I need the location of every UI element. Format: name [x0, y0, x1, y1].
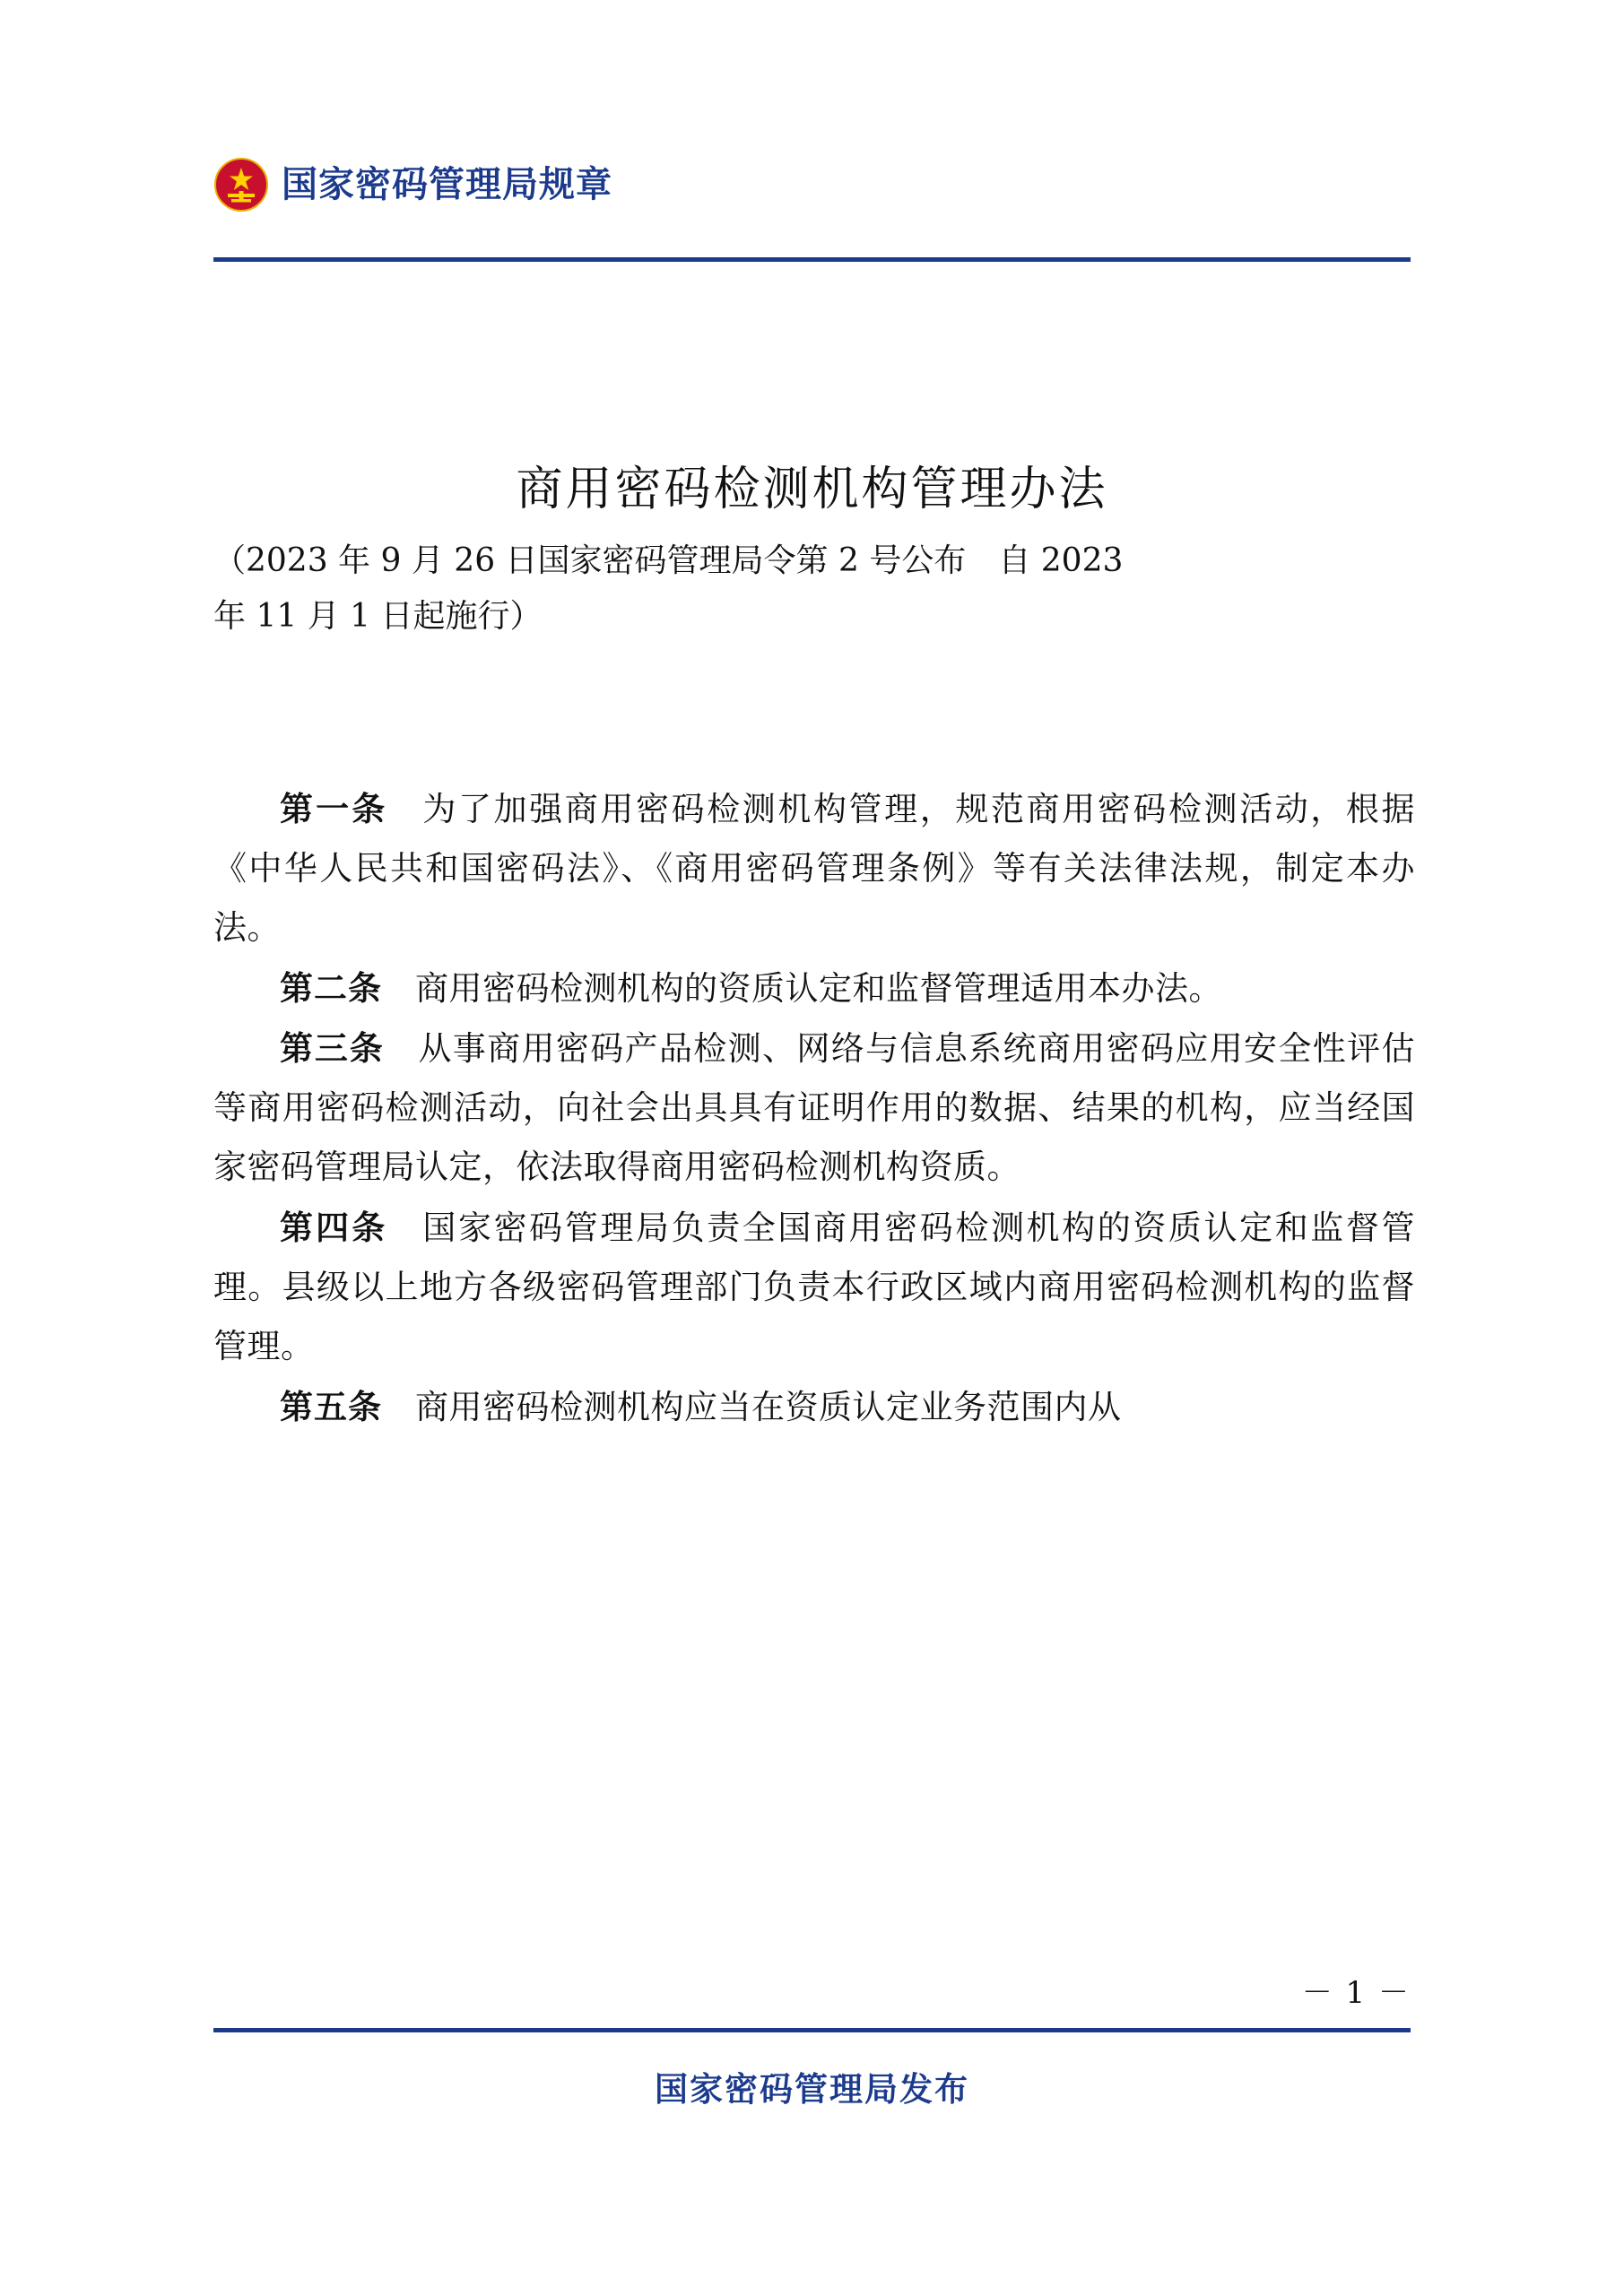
article-text: 国家密码管理局负责全国商用密码检测机构的资质认定和监督管理。县级以上地方各级密码管理部门负责本行政区域内商用密码检测机构的监督管理。 — [213, 1209, 1416, 1365]
article-paragraph — [213, 1199, 1415, 1376]
promulgation-line-1: （2023 年 9 月 26 日国家密码管理局令第 2 号公布 自 2023 — [213, 542, 1124, 579]
article-paragraph — [213, 1378, 1415, 1437]
article-number: 第三条 — [280, 1029, 385, 1069]
article-text: 商用密码检测机构应当在资质认定业务范围内从 — [415, 1387, 1122, 1426]
page-title: 商用密码检测机构管理办法 — [516, 462, 1108, 516]
document-header — [213, 157, 1411, 212]
document-body — [213, 780, 1415, 1438]
national-emblem-icon — [213, 157, 269, 212]
article-number: 第二条 — [280, 968, 382, 1008]
footer-divider — [213, 2028, 1411, 2032]
page-number: － 1 － — [1301, 1975, 1411, 2011]
promulgation-line-2: 年 11 月 1 日起施行） — [213, 597, 543, 635]
article-paragraph — [213, 780, 1415, 957]
header-divider — [213, 257, 1411, 262]
document-promulgation-note — [213, 533, 1411, 645]
article-paragraph — [213, 1019, 1415, 1197]
article-number: 第四条 — [280, 1209, 388, 1248]
article-text: 为了加强商用密码检测机构管理，规范商用密码检测活动，根据《中华人民共和国密码法》、《商用密码管理条例》等有关法律法规，制定本办法。 — [213, 790, 1416, 947]
header-title: 国家密码管理局规章 — [282, 164, 612, 205]
article-text: 从事商用密码产品检测、网络与信息系统商用密码应用安全性评估等商用密码检测活动，向社会出具具有证明作用的数据、结果的机构，应当经国家密码管理局认定，依法取得商用密码检测机构资质。 — [213, 1029, 1415, 1187]
article-text: 商用密码检测机构的资质认定和监督管理适用本办法。 — [415, 968, 1222, 1008]
article-number: 第五条 — [280, 1387, 382, 1426]
footer-issuer: 国家密码管理局发布 — [655, 2070, 969, 2109]
article-paragraph — [213, 959, 1415, 1018]
article-number: 第一条 — [280, 790, 388, 828]
